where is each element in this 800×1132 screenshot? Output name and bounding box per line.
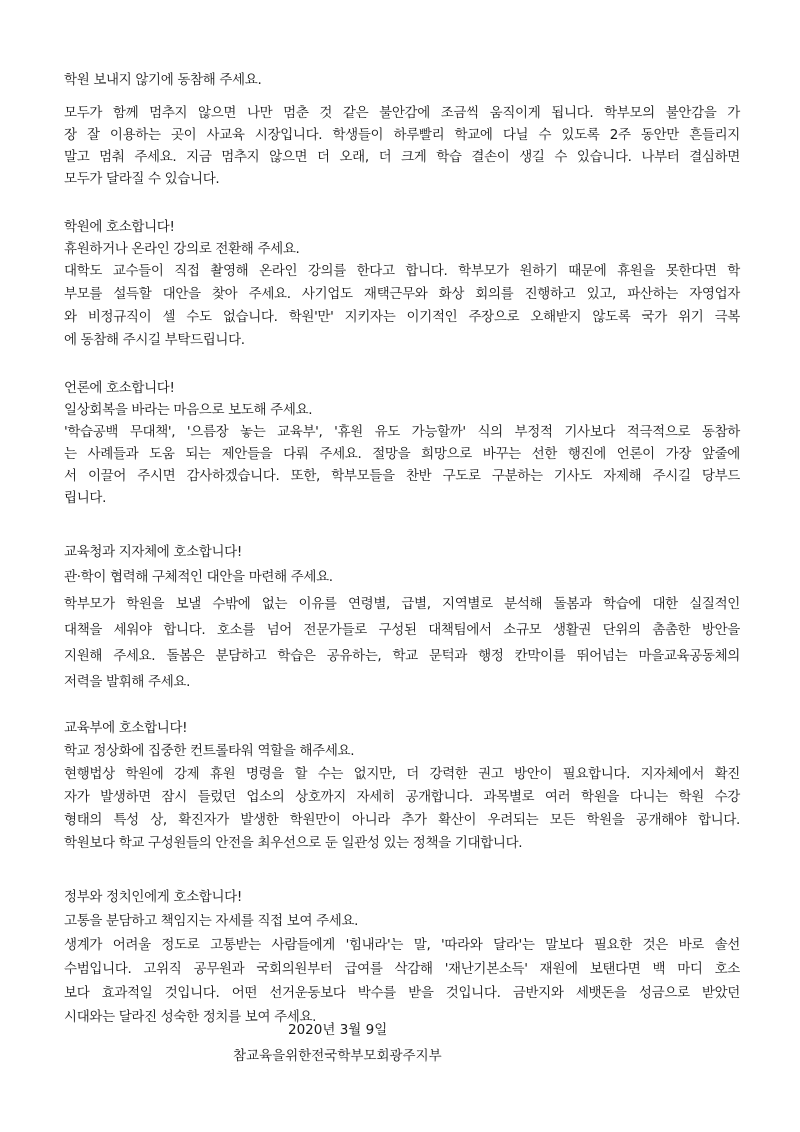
section-line: 립니다. [64,490,107,506]
section-heading: 교육부에 호소합니다! [64,720,188,736]
section-line: 대책을 세워야 합니다. 호소를 넘어 전문가들로 구성된 대책팀에서 소규모 생활권 단위의 촘촘한 방안을 [64,622,740,638]
section-line: 저력을 발휘해 주세요. [64,674,191,690]
intro-heading: 학원 보내지 않기에 동참해 주세요. [64,72,262,88]
section-line: '학습공백 무대책', '으름장 놓는 교육부', '휴원 유도 가능할까' 식의 부정적 기사보다 적극적으로 동참하 [64,424,740,440]
signoff-organization: 참교육을위한전국학부모회광주지부 [233,1048,442,1064]
section-line: 지원해 주세요. 돌봄은 분담하고 학습은 공유하는, 학교 문턱과 행정 칸막이를 뛰어넘는 마을교육공동체의 [64,648,740,664]
intro-line: 장 잘 이용하는 곳이 사교육 시장입니다. 학생들이 하루빨리 학교에 다닐 수 있도록 2주 동안만 흔들리지 [64,127,740,143]
section-line: 서 이끌어 주시면 감사하겠습니다. 또한, 학부모들을 찬반 구도로 구분하는 기사도 자제해 주시길 당부드 [64,468,740,484]
section-heading: 정부와 정치인에게 호소합니다! [64,889,242,905]
section-subheading: 학교 정상화에 집중한 컨트롤타워 역할을 해주세요. [64,743,355,759]
section-line: 자가 발생하면 잠시 들렀던 업소의 상호까지 자세히 공개합니다. 과목별로 여러 학원을 다니는 학원 수강 [64,789,740,805]
section-line: 와 비정규직이 셀 수도 없습니다. 학원'만' 지키자는 이기적인 주장으로 오해받지 않도록 국가 위기 극복 [64,309,740,325]
section-line: 부모를 설득할 대안을 찾아 주세요. 사기업도 재택근무와 화상 회의를 진행하고 있고, 파산하는 자영업자 [64,286,740,302]
intro-line: 모두가 달라질 수 있습니다. [64,171,220,187]
section-heading: 언론에 호소합니다! [64,380,175,396]
section-subheading: 휴원하거나 온라인 강의로 전환해 주세요. [64,241,300,257]
section-heading: 교육청과 지자체에 호소합니다! [64,544,242,560]
section-line: 보다 효과적일 것입니다. 어떤 선거운동보다 박수를 받을 것입니다. 금반지와 세뱃돈을 성금으로 받았던 [64,985,740,1001]
section-education-office [64,541,740,695]
section-line: 수범입니다. 고위직 공무원과 국회의원부터 급여를 삭감해 '재난기본소득' 재원에 보탠다면 백 마디 호소 [64,961,740,977]
section-line: 학원보다 학교 구성원들의 안전을 최우선으로 둔 일관성 있는 정책을 기대합니다. [64,835,523,851]
section-line: 에 동참해 주시길 부탁드립니다. [64,332,245,348]
section-line: 학부모가 학원을 보낼 수밖에 없는 이유를 연령별, 급별, 지역별로 분석해 돌봄과 학습에 대한 실질적인 [64,596,740,612]
section-subheading: 관·학이 협력해 구체적인 대안을 마련해 주세요. [64,569,333,585]
intro-line: 말고 멈춰 주세요. 지금 멈추지 않으면 더 오래, 더 크게 학습 결손이 생길 수 있습니다. 나부터 결심하면 [64,149,740,165]
section-line: 는 사례들과 도움 되는 제안들을 다뤄 주세요. 절망을 희망으로 바꾸는 선한 행진에 언론이 가장 앞줄에 [64,446,740,462]
section-subheading: 일상회복을 바라는 마음으로 보도해 주세요. [64,402,313,418]
letter-body [64,72,740,1029]
intro-line: 모두가 함께 멈추지 않으면 나만 멈춘 것 같은 불안감에 조금씩 움직이게 됩니다. 학부모의 불안감을 가 [64,105,740,121]
section-line: 시대와는 달라진 성숙한 정치를 보여 주세요. [64,1009,317,1025]
signoff-date: 2020년 3월 9일 [288,1022,388,1038]
section-line: 현행법상 학원에 강제 휴원 명령을 할 수는 없지만, 더 강력한 권고 방안이 필요합니다. 지자체에서 확진 [64,766,740,782]
section-government-politicians [64,886,740,1029]
section-line: 생계가 어려울 정도로 고통받는 사람들에게 '힘내라'는 말, '따라와 달라'는 말보다 필요한 것은 바로 솔선 [64,937,740,953]
section-press [64,377,740,509]
section-heading: 학원에 호소합니다! [64,219,175,235]
section-subheading: 고통을 분담하고 책임지는 자세를 직접 보여 주세요. [64,913,359,929]
section-ministry-of-education [64,717,740,855]
section-line: 형태의 특성 상, 확진자가 발생한 학원만이 아니라 추가 확산이 우려되는 모든 학원을 공개해야 합니다. [64,812,740,828]
section-academy [64,216,740,352]
section-line: 대학도 교수들이 직접 촬영해 온라인 강의를 한다고 합니다. 학부모가 원하기 때문에 휴원을 못한다면 학 [64,263,740,279]
